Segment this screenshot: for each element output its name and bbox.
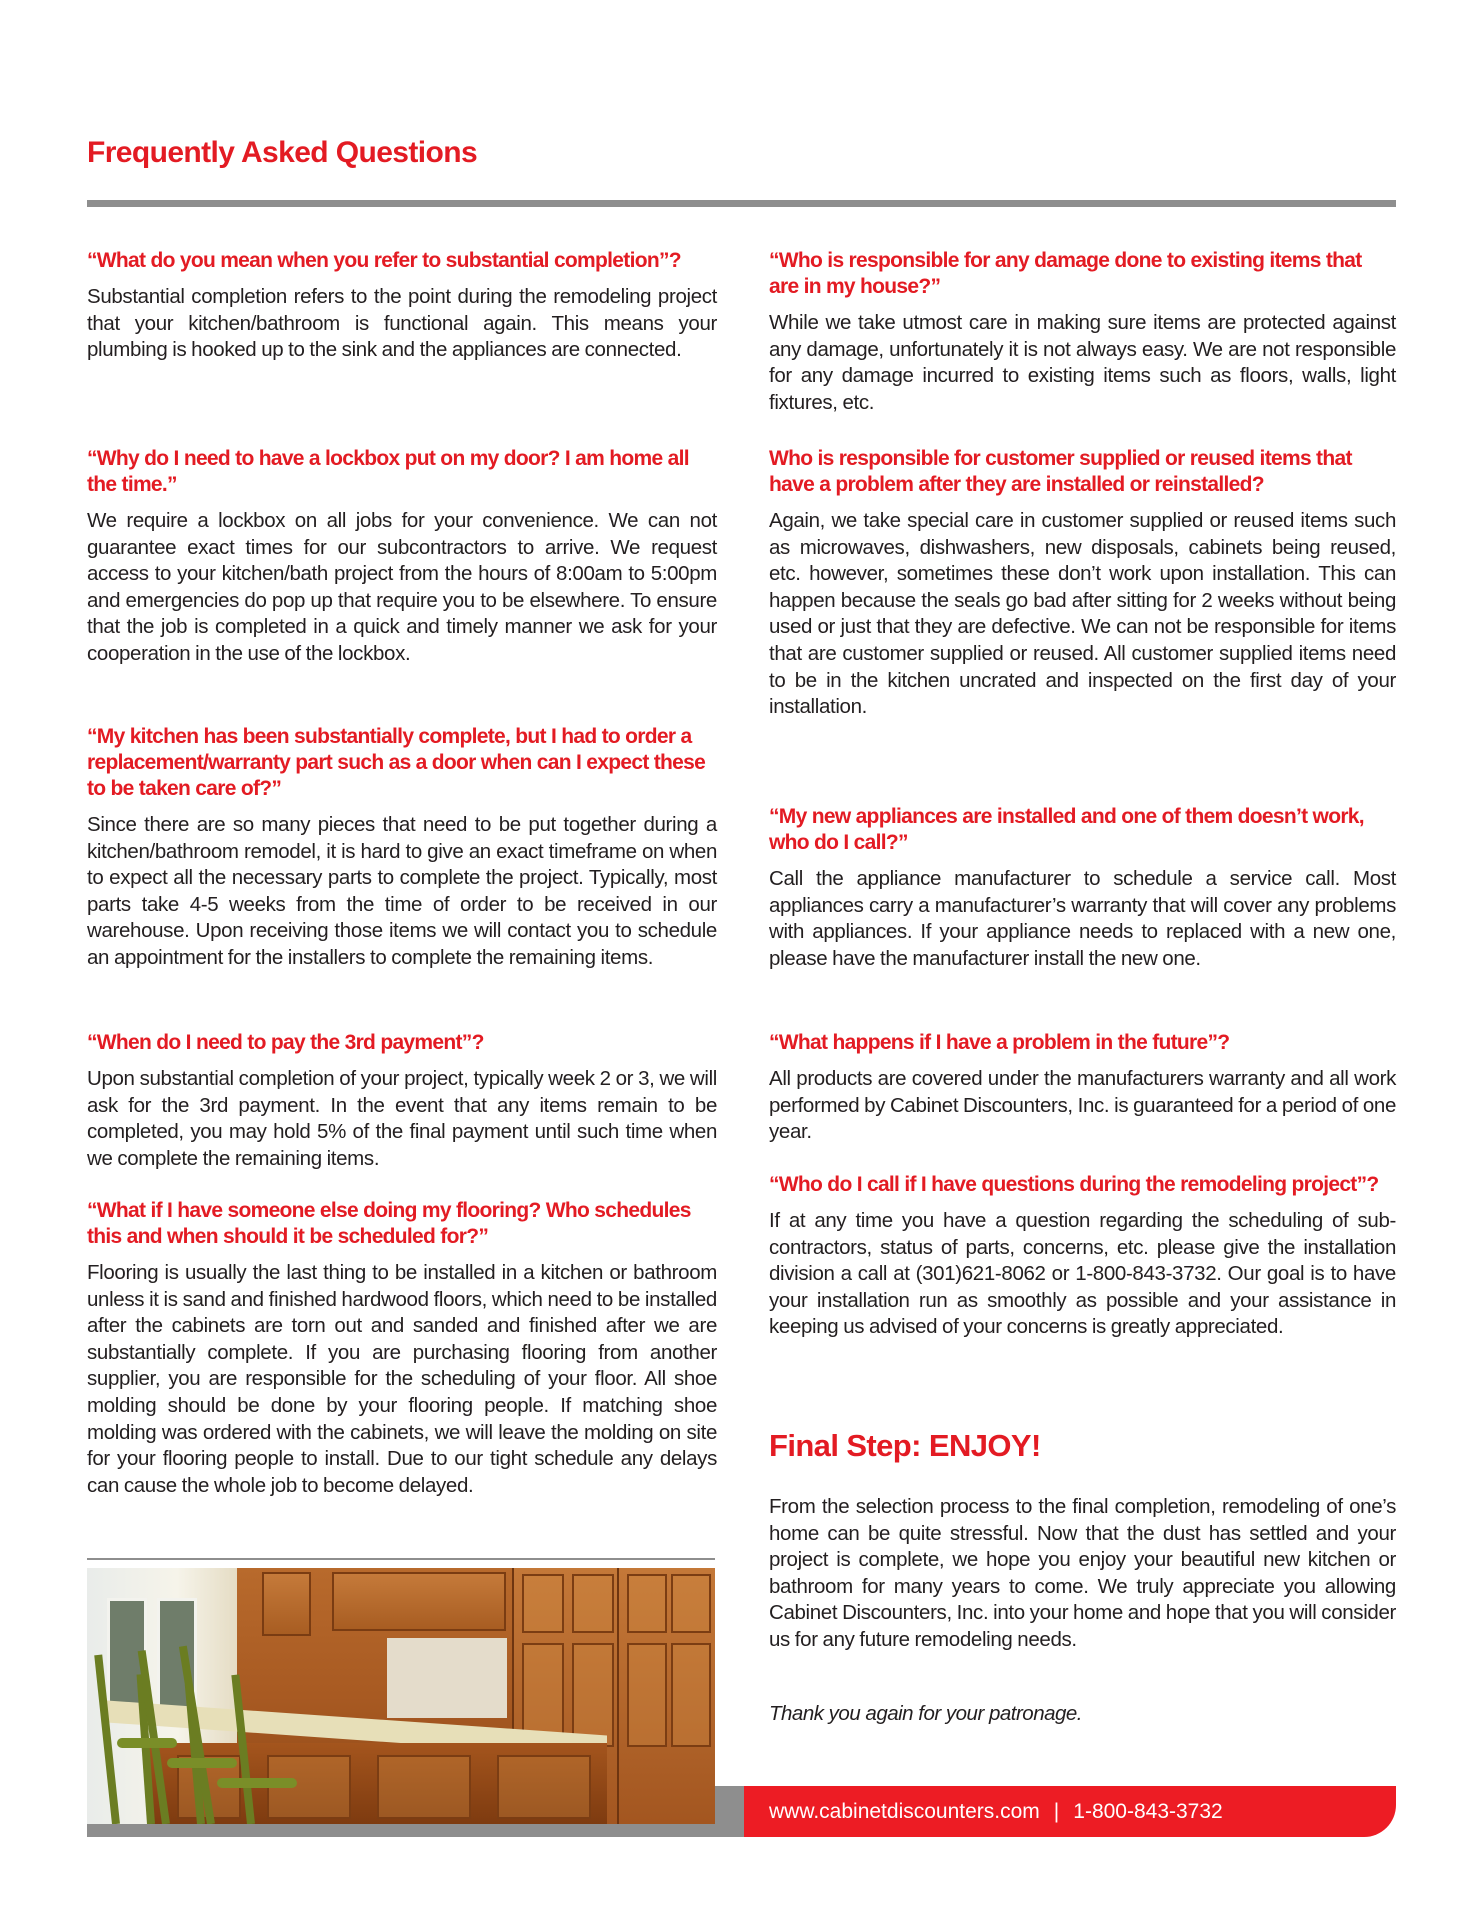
faq-answer: If at any time you have a question regarding the scheduling of sub-contractors, status of parts, concerns, etc. please give the installation division a call at (301)621-8062 or 1-800-843-3732. Our goal is to have your installation run as smoothly as possible and your assistance in keeping us advised of your concerns is greatly appreciated. (769, 1209, 1396, 1339)
faq-question: “Why do I need to have a lockbox put on my door? I am home all the time.” (87, 447, 689, 496)
faq-answer: While we take utmost care in making sure items are protected against any damage, unfortunately it is not always easy. We are not responsible for any damage incurred to existing items such as floors, walls, light fixtures, etc. (769, 311, 1396, 414)
page-title: Frequently Asked Questions (87, 136, 478, 169)
faq-answer: All products are covered under the manufacturers warranty and all work performed by Cabinet Discounters, Inc. is guaranteed for a period of one year. (769, 1067, 1396, 1144)
title-divider (87, 200, 1396, 207)
footer-separator: | (1053, 1799, 1060, 1823)
faq-item-third-payment (87, 1030, 717, 1172)
photo-cabinet-panel (572, 1643, 614, 1747)
photo-cabinet-panel (671, 1574, 711, 1633)
photo-upper-cabinet (262, 1572, 311, 1636)
final-step-body: From the selection process to the final completion, remodeling of one’s home can be quite stressful. Now that the dust has settled and your project is complete, we hope you enjoy your beautiful new kitchen or bathroom for many years to come. We truly appreciate you allowing Cabinet Discounters, Inc. into your home and hope that you will consider us for any future remodeling needs. (769, 1495, 1396, 1651)
faq-question: “What if I have someone else doing my flooring? Who schedules this and when should it be scheduled for?” (87, 1199, 691, 1248)
faq-item-lockbox (87, 446, 717, 668)
faq-answer: Since there are so many pieces that need to be put together during a kitchen/bathroom remodel, it is hard to give an exact timeframe on when to expect all the necessary parts to complete the project. Typically, most parts take 4-5 weeks from the time of order to be received in our warehouse. Upon receiving those items we will contact you to schedule an appointment for the installers to complete the remaining items. (87, 813, 717, 969)
photo-tall-cabinet (617, 1568, 715, 1824)
final-step-heading: Final Step: ENJOY! (769, 1428, 1041, 1463)
faq-item-replacement-parts (87, 724, 717, 972)
faq-question: “Who is responsible for any damage done to existing items that are in my house?” (769, 249, 1362, 298)
faq-question: “My kitchen has been substantially complete, but I had to order a replacement/warranty part such as a door when can I expect these to be taken care of?” (87, 725, 706, 800)
faq-answer: Substantial completion refers to the point during the remodeling project that your kitchen/bathroom is functional again. This means your plumbing is hooked up to the sink and the appliances are connected. (87, 285, 717, 362)
faq-item-future-problem (769, 1030, 1396, 1146)
photo-cabinet-panel (627, 1643, 667, 1747)
faq-question: “What happens if I have a problem in the future”? (769, 1031, 1230, 1054)
photo-cabinet-panel (671, 1643, 711, 1747)
footer-contact-bar (744, 1786, 1396, 1837)
faq-answer: Call the appliance manufacturer to schedule a service call. Most appliances carry a manufacturer’s warranty that will cover any problems with appliances. If your appliance needs to replaced with a new one, please have the manufacturer install the new one. (769, 867, 1396, 970)
photo-cabinet-panel (497, 1755, 591, 1819)
faq-question: “Who do I call if I have questions during the remodeling project”? (769, 1173, 1379, 1196)
photo-cabinet-panel (522, 1574, 564, 1633)
faq-item-flooring (87, 1198, 717, 1499)
faq-item-existing-damage (769, 248, 1396, 416)
thank-you-note: Thank you again for your patronage. (769, 1702, 1082, 1725)
faq-item-appliances (769, 804, 1396, 972)
photo-island-base (147, 1743, 607, 1824)
faq-question: “My new appliances are installed and one of them doesn’t work, who do I call?” (769, 805, 1364, 854)
faq-answer: Flooring is usually the last thing to be installed in a kitchen or bathroom unless it is sand and finished hardwood floors, which need to be installed after the cabinets are torn out and sanded and finished after we are substantially complete. If you are purchasing flooring from another supplier, you are responsible for the scheduling of your floor. All shoe molding should be done by your flooring people. If matching shoe molding was ordered with the cabinets, we will leave the molding on site for your flooring people to install. Due to our tight schedule any delays can cause the whole job to become delayed. (87, 1261, 717, 1497)
faq-answer: We require a lockbox on all jobs for your convenience. We can not guarantee exact times for our subcontractors to arrive. We request access to your kitchen/bath project from the hours of 8:00am to 5:00pm and emergencies do pop up that require you to be elsewhere. To ensure that the job is completed in a quick and timely manner we ask for your cooperation in the use of the lockbox. (87, 509, 717, 665)
website-link[interactable]: www.cabinetdiscounters.com (769, 1799, 1040, 1823)
faq-question: Who is responsible for customer supplied or reused items that have a problem after they are installed or reinstalled? (769, 447, 1352, 496)
faq-question: “When do I need to pay the 3rd payment”? (87, 1031, 484, 1054)
faq-answer: Upon substantial completion of your project, typically week 2 or 3, we will ask for the 3rd payment. In the event that any items remain to be completed, you may hold 5% of the final payment until such time when we complete the remaining items. (87, 1067, 717, 1170)
faq-item-customer-supplied (769, 446, 1396, 721)
faq-item-who-to-call (769, 1172, 1396, 1341)
photo-chair-seat (217, 1778, 297, 1788)
phone-number[interactable]: 1-800-843-3732 (1073, 1799, 1223, 1823)
photo-chair-seat (167, 1758, 237, 1768)
photo-backsplash (387, 1638, 507, 1718)
faq-answer: Again, we take special care in customer supplied or reused items such as microwaves, dishwashers, new disposals, cabinets being reused, etc. however, sometimes these don’t work upon installation. This can happen because the seals go bad after sitting for 2 weeks without being used or just that they are defective. We can not be responsible for items that are customer supplied or reused. All customer supplied items need to be in the kitchen uncrated and inspected on the first day of your installation. (769, 509, 1396, 719)
faq-item-substantial-completion (87, 248, 717, 364)
photo-chair-seat (117, 1738, 177, 1748)
photo-divider (87, 1558, 715, 1560)
faq-question: “What do you mean when you refer to substantial completion”? (87, 249, 681, 272)
photo-cabinet-panel (627, 1574, 667, 1633)
kitchen-photo (87, 1568, 715, 1824)
photo-cabinet-panel (377, 1755, 471, 1819)
photo-upper-cabinet (332, 1572, 506, 1631)
photo-cabinet-panel (572, 1574, 614, 1633)
